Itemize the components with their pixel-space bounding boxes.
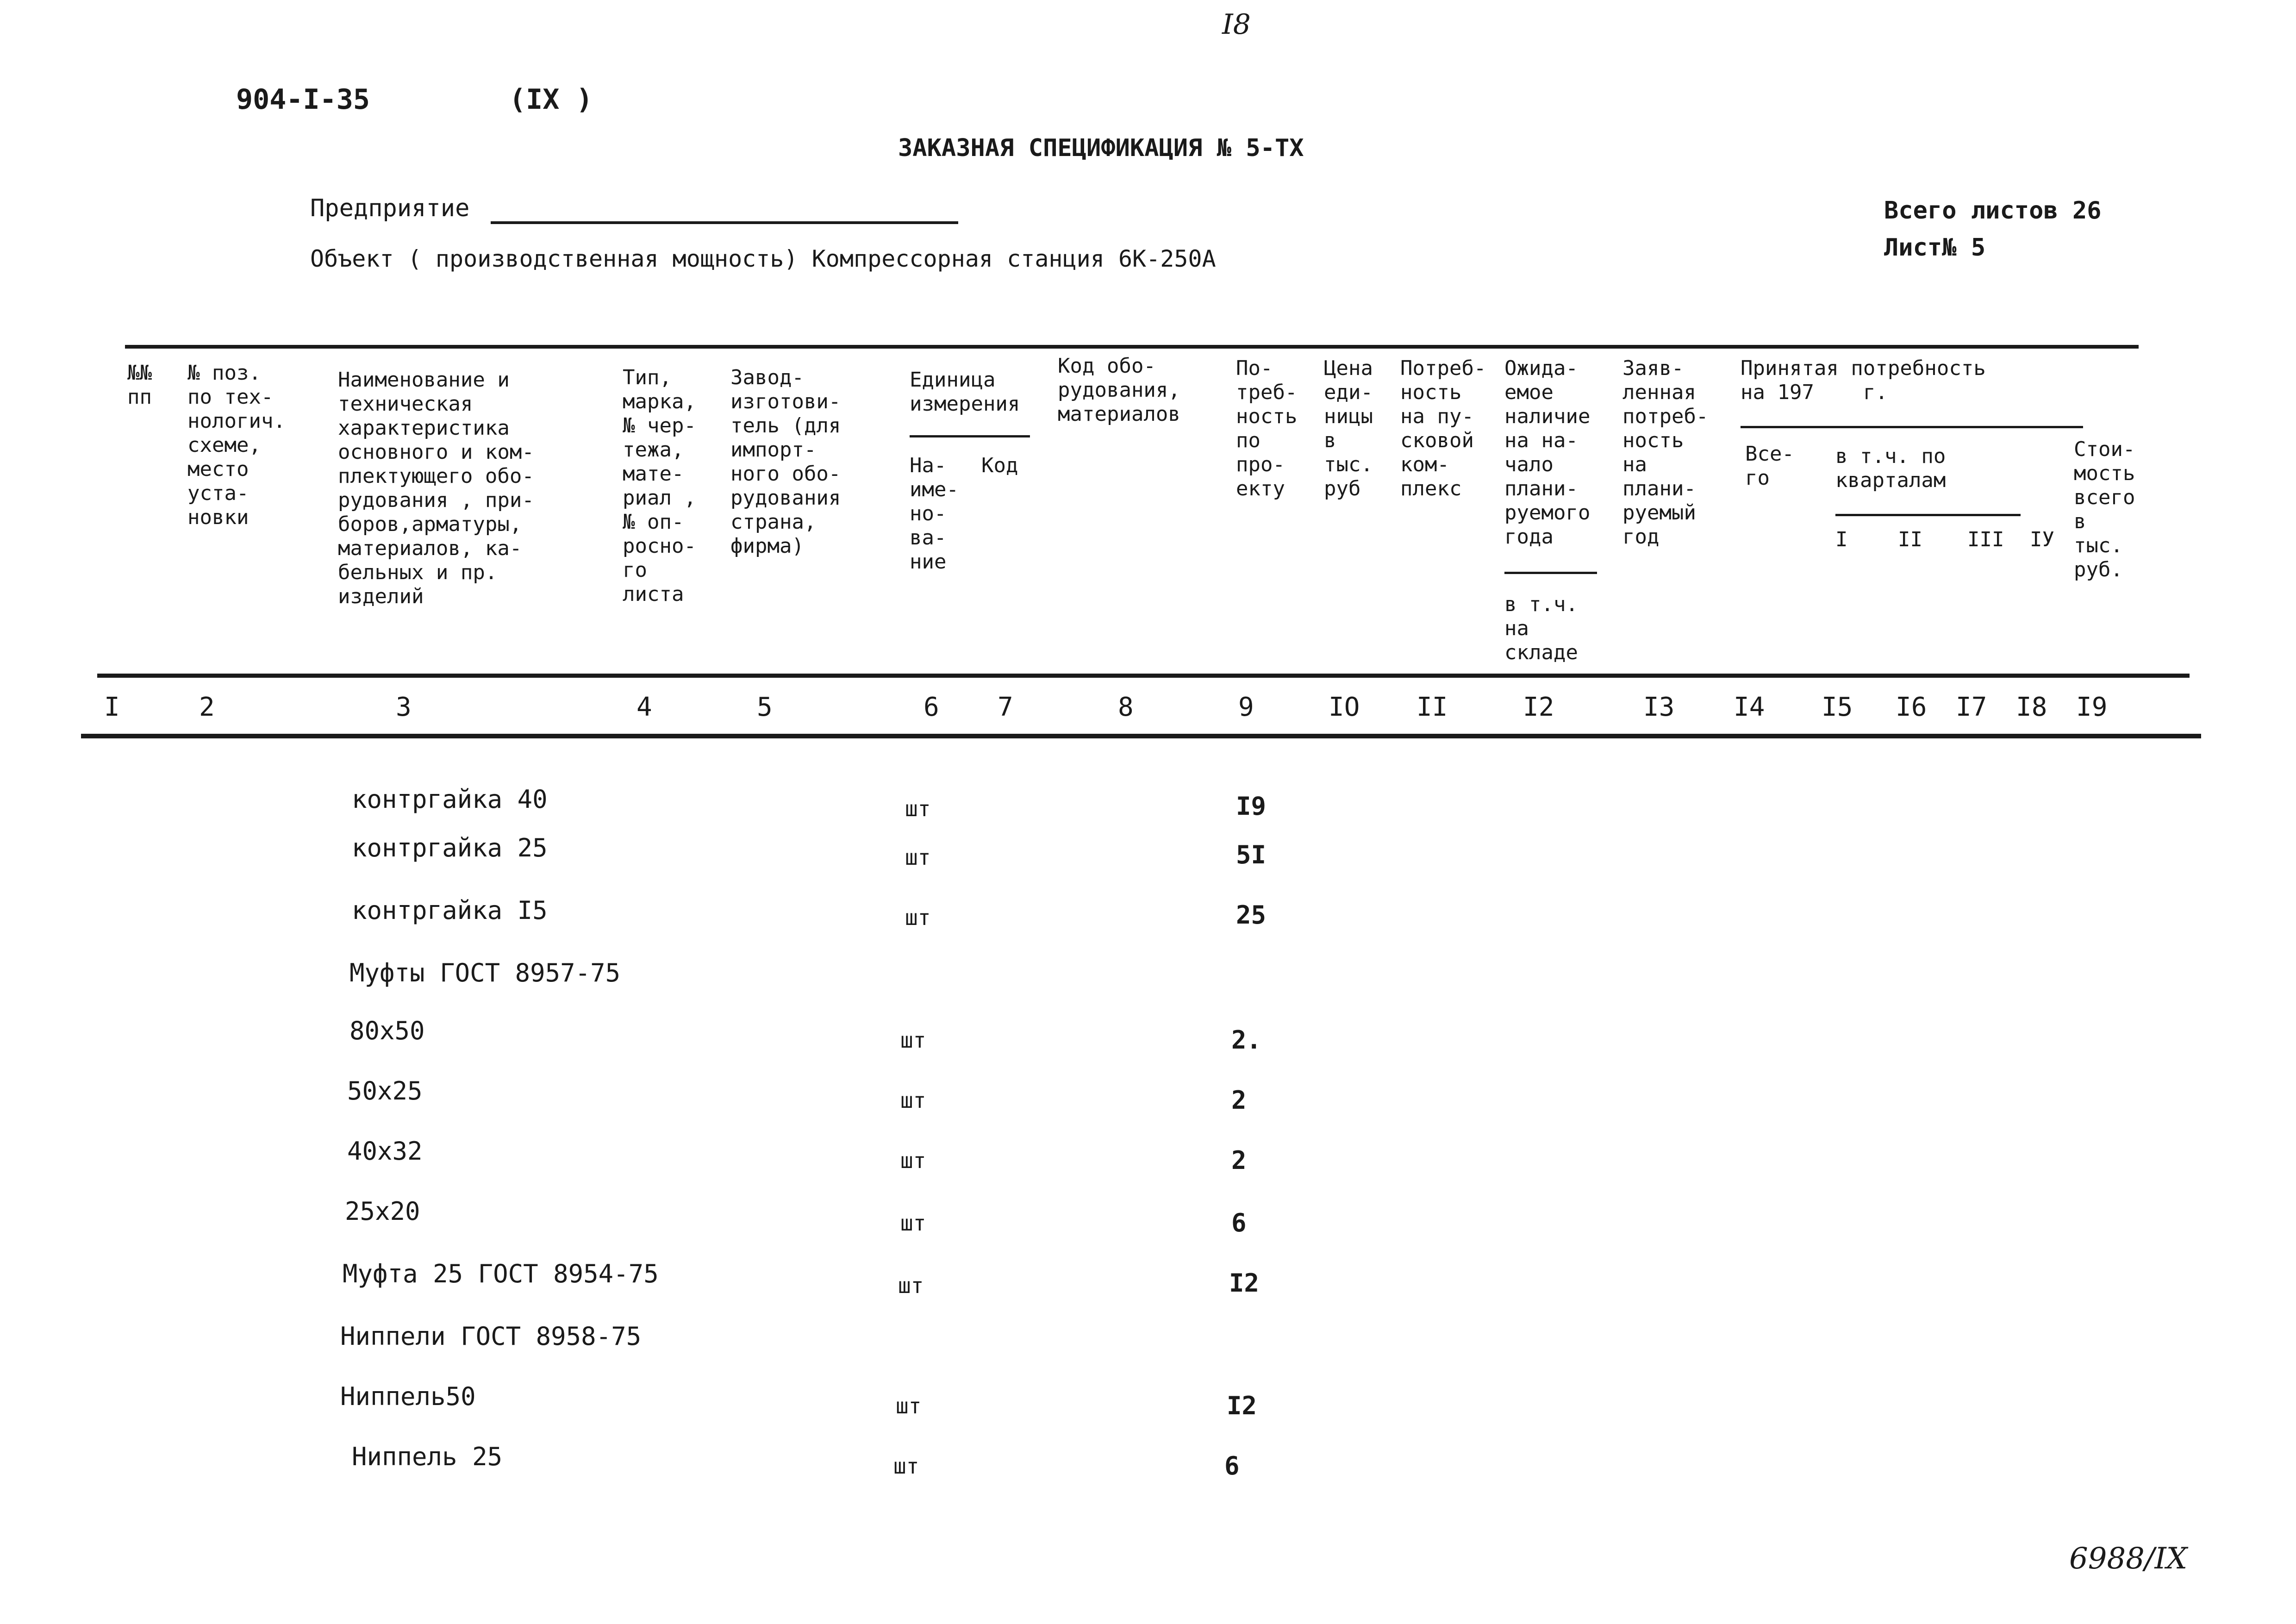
header-q3: III [1967, 528, 2004, 551]
row-qty: 6 [1224, 1451, 1240, 1480]
col-num: I4 [1734, 692, 1765, 722]
row-unit: шт [900, 1088, 926, 1113]
header-col-12: Ожида- емое наличие на на- чало плани- руемого года [1504, 356, 1591, 549]
row-name: 50х25 [347, 1076, 423, 1106]
row-name: контргайка 40 [352, 785, 548, 814]
unit-group-rule [910, 435, 1030, 437]
row-name: Муфта 25 ГОСТ 8954-75 [343, 1259, 659, 1288]
header-accepted-group: Принятая потребность на 197 г. [1741, 356, 1986, 404]
archive-stamp: 6988/IX [2069, 1542, 2188, 1576]
col-num: I7 [1956, 692, 1987, 722]
header-col-11: Потреб- ность на пу- сковой ком- плекс [1400, 356, 1486, 500]
row-qty: 5I [1236, 840, 1267, 869]
header-col-9: По- треб- ность по про- екту [1236, 356, 1298, 500]
row-qty: 25 [1236, 900, 1267, 930]
row-name: 25х20 [345, 1197, 420, 1226]
col-num: 5 [757, 692, 773, 722]
col-num: I2 [1523, 692, 1554, 722]
row-unit: шт [905, 796, 931, 821]
row-name: 40х32 [347, 1137, 423, 1166]
row-unit: шт [900, 1211, 926, 1236]
header-q1: I [1835, 528, 1848, 551]
header-col-2: № поз. по тех- нологич. схеме, место уста- новки [187, 361, 286, 529]
row-name: контргайка I5 [352, 896, 548, 925]
col-num: IO [1329, 692, 1360, 722]
object-line: Объект ( производственная мощность) Компрессорная станция 6К-250А [310, 245, 1216, 272]
header-q4: IУ [2030, 528, 2054, 551]
header-col-4: Тип, марка, № чер- тежа, мате- риал , № оп- росно- го листа [623, 366, 696, 606]
header-bottom-rule [97, 674, 2190, 678]
row-unit: шт [898, 1273, 924, 1298]
header-col-8: Код обо- рудования, материалов [1058, 354, 1180, 426]
col-num: I8 [2016, 692, 2047, 722]
header-col-14: Все- го [1745, 442, 1794, 490]
row-name: Муфты ГОСТ 8957-75 [349, 958, 621, 987]
row-qty: 6 [1231, 1208, 1247, 1237]
row-unit: шт [905, 905, 931, 930]
header-col-6: На- име- но- ва- ние [910, 454, 959, 574]
quarters-rule [1835, 514, 2021, 516]
header-col-10: Цена еди- ницы в тыс. руб [1324, 356, 1373, 500]
col-num: I6 [1896, 692, 1927, 722]
header-quarters-group: в т.ч. по кварталам [1835, 444, 1946, 492]
header-top-rule [125, 345, 2139, 349]
row-qty: I2 [1229, 1268, 1260, 1298]
header-col-3: Наименование и техническая характеристика основного и ком- плектующего обо- рудования , при- боров,арматуры, материалов, ка- бельных и пр. изделий [338, 368, 534, 608]
col-num: I5 [1822, 692, 1853, 722]
col-num: 2 [199, 692, 215, 722]
header-col-12-sub: в т.ч. на складе [1504, 593, 1578, 664]
col-num: I3 [1643, 692, 1675, 722]
column-numbers-rule [81, 734, 2201, 738]
row-unit: шт [905, 845, 931, 870]
col-num: II [1416, 692, 1448, 722]
header-q2: II [1898, 528, 1922, 551]
col-num: 3 [396, 692, 412, 722]
enterprise-label: Предприятие [310, 194, 470, 222]
header-col-7: Код [981, 454, 1018, 477]
row-name: Ниппель 25 [352, 1442, 503, 1471]
col-num: I [104, 692, 120, 722]
accepted-group-rule [1741, 426, 2083, 428]
sheet-number: Лист№ 5 [1884, 234, 1986, 262]
doc-code: 904-I-35 [236, 83, 370, 116]
col-num: I9 [2076, 692, 2108, 722]
total-sheets: Всего листов 26 [1884, 197, 2102, 225]
col-num: 9 [1238, 692, 1254, 722]
col-num: 8 [1118, 692, 1134, 722]
header-col-19: Стои- мость всего в тыс. руб. [2074, 437, 2135, 581]
volume-number: (IX ) [509, 83, 593, 116]
row-unit: шт [896, 1393, 922, 1418]
spec-title: ЗАКАЗНАЯ СПЕЦИФИКАЦИЯ № 5-ТХ [898, 134, 1304, 162]
row-qty: 2 [1231, 1086, 1247, 1115]
row-qty: I9 [1236, 792, 1267, 821]
enterprise-blank-line [491, 221, 958, 224]
row-unit: шт [893, 1454, 919, 1479]
col-12-rule [1504, 572, 1597, 574]
row-name: 80х50 [349, 1016, 425, 1045]
row-qty: I2 [1227, 1391, 1257, 1420]
col-num: 6 [923, 692, 939, 722]
row-name: контргайка 25 [352, 833, 548, 862]
col-num: 7 [998, 692, 1013, 722]
row-unit: шт [900, 1148, 926, 1173]
page-number: I8 [1222, 8, 1251, 41]
row-qty: 2. [1231, 1025, 1262, 1055]
row-name: Ниппели ГОСТ 8958-75 [340, 1322, 642, 1351]
col-num: 4 [636, 692, 652, 722]
row-unit: шт [900, 1028, 926, 1053]
header-col-13: Заяв- ленная потреб- ность на плани- руемый год [1622, 356, 1709, 549]
header-col-5: Завод- изготови- тель (для импорт- ного обо- рудования страна, фирма) [730, 366, 841, 558]
row-qty: 2 [1231, 1146, 1247, 1175]
header-unit-group: Единица измерения [910, 368, 1020, 416]
row-name: Ниппель50 [340, 1382, 476, 1411]
header-col-1: №№ пп [127, 361, 152, 409]
